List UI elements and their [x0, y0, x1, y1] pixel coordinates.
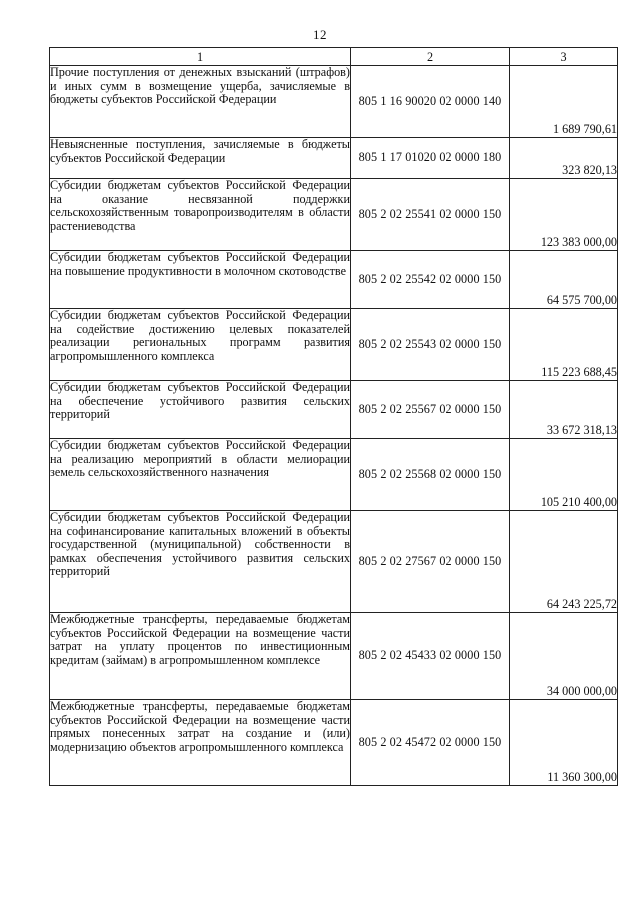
- revenue-name-cell: Межбюджетные трансферты, передаваемые бюджетам субъектов Российской Федерации на возмещение части прямых понесенных затрат на создание и (или) модернизацию объектов агропромышленного комплекса: [50, 700, 351, 786]
- budget-code-cell: 805 2 02 25568 02 0000 150: [351, 439, 510, 511]
- revenue-name-cell: Субсидии бюджетам субъектов Российской Федерации на оказание несвязанной поддержки сельскохозяйственным товаропроизводителям в области растениеводства: [50, 179, 351, 251]
- column-header-3: 3: [510, 48, 618, 66]
- table-header-row: [50, 48, 618, 66]
- table-row: [50, 179, 618, 251]
- budget-code-cell: 805 2 02 25543 02 0000 150: [351, 309, 510, 381]
- table-row: [50, 439, 618, 511]
- revenue-name-cell: Субсидии бюджетам субъектов Российской Федерации на содействие достижению целевых показателей реализации региональных программ развития агропромышленного комплекса: [50, 309, 351, 381]
- page-number: 12: [313, 27, 327, 42]
- table-row: [50, 138, 618, 179]
- budget-code-cell: 805 2 02 27567 02 0000 150: [351, 511, 510, 613]
- column-header-2: 2: [351, 48, 510, 66]
- table-row: [50, 309, 618, 381]
- revenue-name-cell: Субсидии бюджетам субъектов Российской Федерации на повышение продуктивности в молочном скотоводстве: [50, 251, 351, 309]
- budget-code-cell: 805 2 02 25567 02 0000 150: [351, 381, 510, 439]
- budget-revenue-table: [49, 47, 618, 786]
- budget-code-cell: 805 1 17 01020 02 0000 180: [351, 138, 510, 179]
- budget-code-cell: 805 2 02 25542 02 0000 150: [351, 251, 510, 309]
- budget-code-cell: 805 2 02 45433 02 0000 150: [351, 613, 510, 700]
- revenue-name-cell: Субсидии бюджетам субъектов Российской Федерации на реализацию мероприятий в области мелиорации земель сельскохозяйственного назначения: [50, 439, 351, 511]
- revenue-name-cell: Межбюджетные трансферты, передаваемые бюджетам субъектов Российской Федерации на возмещение части затрат на уплату процентов по инвестиционным кредитам (займам) в агропромышленном комплексе: [50, 613, 351, 700]
- amount-cell: 115 223 688,45: [510, 309, 618, 381]
- table-row: [50, 251, 618, 309]
- table-row: [50, 511, 618, 613]
- amount-cell: 34 000 000,00: [510, 613, 618, 700]
- budget-code-cell: 805 2 02 25541 02 0000 150: [351, 179, 510, 251]
- amount-cell: 105 210 400,00: [510, 439, 618, 511]
- budget-code-cell: 805 2 02 45472 02 0000 150: [351, 700, 510, 786]
- amount-cell: 11 360 300,00: [510, 700, 618, 786]
- table-row: [50, 381, 618, 439]
- column-header-1: 1: [50, 48, 351, 66]
- amount-cell: 323 820,13: [510, 138, 618, 179]
- revenue-name-cell: Невыясненные поступления, зачисляемые в бюджеты субъектов Российской Федерации: [50, 138, 351, 179]
- table-row: [50, 66, 618, 138]
- amount-cell: 64 575 700,00: [510, 251, 618, 309]
- revenue-name-cell: Прочие поступления от денежных взысканий (штрафов) и иных сумм в возмещение ущерба, зачисляемые в бюджеты субъектов Российской Федерации: [50, 66, 351, 138]
- table-row: [50, 700, 618, 786]
- table-row: [50, 613, 618, 700]
- amount-cell: 64 243 225,72: [510, 511, 618, 613]
- budget-code-cell: 805 1 16 90020 02 0000 140: [351, 66, 510, 138]
- revenue-name-cell: Субсидии бюджетам субъектов Российской Федерации на софинансирование капитальных вложений в объекты государственной (муниципальной) собственности в рамках обеспечения устойчивого развития сельских территорий: [50, 511, 351, 613]
- amount-cell: 33 672 318,13: [510, 381, 618, 439]
- amount-cell: 1 689 790,61: [510, 66, 618, 138]
- revenue-name-cell: Субсидии бюджетам субъектов Российской Федерации на обеспечение устойчивого развития сельских территорий: [50, 381, 351, 439]
- amount-cell: 123 383 000,00: [510, 179, 618, 251]
